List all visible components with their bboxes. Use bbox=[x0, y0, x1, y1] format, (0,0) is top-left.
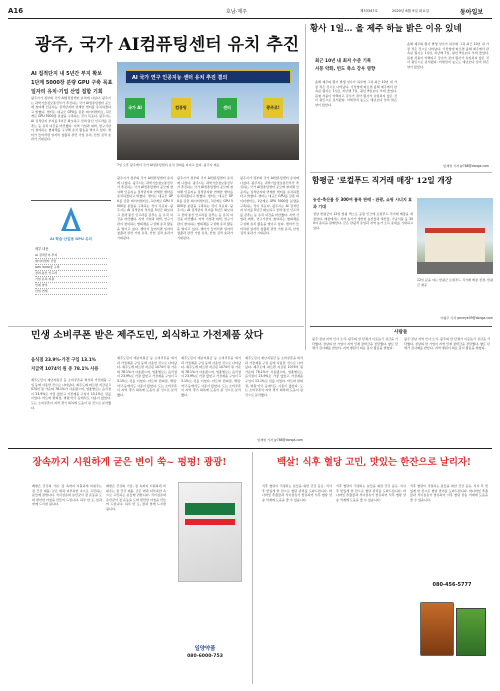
chart-row: 데이터센터 건립 bbox=[35, 259, 107, 265]
section-divider bbox=[8, 326, 304, 327]
left-ad-phone: 080-6000-753 bbox=[187, 654, 223, 659]
right-ad-phone: 080-456-5777 bbox=[432, 582, 472, 588]
eco-body-col3: 제주도민이 재난지원금 등 소비쿠폰을 외식과 가전제품 구입 등에 사용한 것으로 나타났다. 제주도에 따르면 지급된 1074억 원 가운데 78.1%가 사용됐으며, 업종별로는 음식점이 23.9%로 가장 많았고 가전제품 구입이 13.1%로 뒤를 이었다. 마트와 편의점, 병원·약국 등에서도 사용이 많았다. 도는 소비쿠폰이 지역 경기 회복에 도움이 된 것으로 분석했다. bbox=[181, 356, 241, 397]
photo-sign: 컴퓨팅 bbox=[171, 98, 191, 118]
chart-row: 인재 양성 bbox=[35, 283, 107, 289]
chart-title: AI 학습·산업용 GPU 유치 bbox=[49, 237, 93, 241]
chart-row: 전력·통신 인프라 bbox=[35, 271, 107, 277]
photo-sign: 광주로! bbox=[263, 98, 283, 118]
chart-row: AI 집적단지 부지 bbox=[35, 253, 107, 259]
left-ad-brand: 일양약품 bbox=[194, 646, 216, 652]
rt-byline: 임재영 기자 jy788@donga.com bbox=[443, 164, 489, 168]
right-ad-title: 백살! 식후 혈당 고민, 맛있는 한잔으로 날리자! bbox=[276, 457, 472, 468]
issue-info: 제33347호 bbox=[360, 9, 378, 13]
product-stripe bbox=[185, 519, 235, 525]
photo-banner bbox=[125, 70, 291, 84]
page-number: A16 bbox=[8, 7, 24, 15]
eco-deck bbox=[31, 356, 111, 374]
lead-body-col2: 광주시가 정부의 국가 AI컴퓨팅센터 유치에 나섰다. 광주시는 과학기술정보통신부가 추진하는 국가 AI컴퓨팅센터 공모에 참여해 인공지능 집적단지와 연계한 센터를 유치하겠다고 밝혔다. 센터는 대규모 GPU를 갖춘 데이터센터로, 1단계로 GPU 5000장 분량을 구축하는 것이 목표다. 광주시는 AI 집적단지 부지를 5년간 확보하고 전력·통신 인프라를 갖추는 등 유치 여건을 마련했다. 지역 기업과 대학, 연구기관이 참여하는 협의체를 구성해 유치 활동을 벌이고 있다. 센터가 들어서면 일자리 창출과 관련 기업 유치, 산업 집적 효과가 기대된다. bbox=[117, 176, 173, 240]
left-ad-body-col1: 쾌변은 건강의 기본. 장 속까지 시원하게 비워주는 장 건강 제품. 굳은 변과 더부룩한 속으로 고민하는 분들께 권합니다. 식이섬유와 유산균이 장 운동을 도와 편안한 아침을 만들어 드립니다. 하루 한 포, 물과 함께 드시면 됩니다. bbox=[32, 484, 102, 507]
people-box bbox=[310, 326, 492, 394]
product-stripe bbox=[185, 503, 235, 515]
lead-body-col4: 광주시가 정부의 국가 AI컴퓨팅센터 유치에 나섰다. 광주시는 과학기술정보통신부가 추진하는 국가 AI컴퓨팅센터 공모에 참여해 인공지능 집적단지와 연계한 센터를 유치하겠다고 밝혔다. 센터는 대규모 GPU를 갖춘 데이터센터로, 1단계로 GPU 5000장 분량을 구축하는 것이 목표다. 광주시는 AI 집적단지 부지를 5년간 확보하고 전력·통신 인프라를 갖추는 등 유치 여건을 마련했다. 지역 기업과 대학, 연구기관이 참여하는 협의체를 구성해 유치 활동을 벌이고 있다. 센터가 들어서면 일자리 창출과 관련 기업 유치, 산업 집적 효과가 기대된다. bbox=[240, 176, 299, 236]
product-box-image bbox=[178, 482, 242, 582]
deck-line: 일자리 유치·기업 산업 집합 기회 bbox=[31, 89, 103, 95]
right-ad bbox=[254, 452, 494, 684]
left-ad-title: 장속까지 시원하게 굳은 변이 쑥~ 펑펑! 광광! bbox=[32, 457, 227, 468]
chart-rows bbox=[31, 253, 111, 295]
chart-legend: 세부 내용 bbox=[35, 247, 49, 251]
deck-line: 서풍 약화, 빈도 축소 강우 영향 bbox=[315, 67, 376, 72]
ad-split bbox=[252, 452, 253, 684]
rt-body-col2: 올해 제주의 황사 발생 일수가 하루에 그쳐 최근 10년 내 가장 적은 것으로 나타났다. 기상청에 따르면 올해 제주에서 관측된 황사는 1일로 지난해 7일, 평년 9일보다 크게 줄었다. 봄철 서풍이 약해지고 강수가 잦아 황사가 유입되지 않은 것이 원인으로 분석됐다. 미세먼지 농도도 예년보다 낮아 맑은 날이 많았다. bbox=[407, 42, 489, 69]
eco-byline: 임재영 기자 jy788@donga.com bbox=[257, 438, 303, 442]
deck-line: 음식점 23.9%·가전 구입 13.1% bbox=[31, 358, 96, 363]
drink-glass-image bbox=[420, 602, 454, 656]
people-body-col1: 광주·전남 지역 인사 소식. 광주의 한 단체가 이웃돕기 성금을 기탁했다. 전남의 한 기업이 지역 인재 장학금을 전달했다. 향토 단체가 감사패를 받았다. 지역 병원이 의료 봉사 활동을 펼쳤다. bbox=[312, 337, 398, 351]
lead-body-col1: 광주시가 정부의 국가 AI컴퓨팅센터 유치에 나섰다. 광주시는 과학기술정보통신부가 추진하는 국가 AI컴퓨팅센터 공모에 참여해 인공지능 집적단지와 연계한 센터를 유치하겠다고 밝혔다. 센터는 대규모 GPU를 갖춘 데이터센터로, 1단계로 GPU 5000장 분량을 구축하는 것이 목표다. 광주시는 AI 집적단지 부지를 5년간 확보하고 전력·통신 인프라를 갖추는 등 유치 여건을 마련했다. 지역 기업과 대학, 연구기관이 참여하는 협의체를 구성해 유치 활동을 벌이고 있다. 센터가 들어서면 일자리 창출과 관련 기업 유치, 산업 집적 효과가 기대된다. bbox=[31, 96, 111, 142]
deck-line: 1단계 5000장 분량 GPU 구축 목표 bbox=[31, 80, 113, 86]
left-ad bbox=[8, 452, 251, 684]
eco-body-col4: 제주도민이 재난지원금 등 소비쿠폰을 외식과 가전제품 구입 등에 사용한 것으로 나타났다. 제주도에 따르면 지급된 1074억 원 가운데 78.1%가 사용됐으며, 업종별로는 음식점이 23.9%로 가장 많았고 가전제품 구입이 13.1%로 뒤를 이었다. 마트와 편의점, 병원·약국 등에서도 사용이 많았다. 도는 소비쿠폰이 지역 경기 회복에 도움이 된 것으로 분석했다. bbox=[245, 356, 303, 397]
people-body-col2: 광주·전남 지역 인사 소식. 광주의 한 단체가 이웃돕기 성금을 기탁했다. 전남의 한 기업이 지역 인재 장학금을 전달했다. 향토 단체가 감사패를 받았다. 지역 병원이 의료 봉사 활동을 펼쳤다. bbox=[404, 337, 490, 351]
chart-row: GPU 5000장 구축 bbox=[35, 265, 107, 271]
rm-headline: 함평군 '로컬푸드 직거래 매장' 12일 개장 bbox=[312, 176, 453, 185]
issue-date: 2020년 6월 9일 화요일 bbox=[392, 9, 429, 13]
eco-body-col2: 제주도민이 재난지원금 등 소비쿠폰을 외식과 가전제품 구입 등에 사용한 것으로 나타났다. 제주도에 따르면 지급된 1074억 원 가운데 78.1%가 사용됐으며, 업종별로는 음식점이 23.9%로 가장 많았고 가전제품 구입이 13.1%로 뒤를 이었다. 마트와 편의점, 병원·약국 등에서도 사용이 많았다. 도는 소비쿠폰이 지역 경기 회복에 도움이 된 것으로 분석했다. bbox=[117, 356, 177, 397]
chart-row: 기업 유치·지원 bbox=[35, 277, 107, 283]
rt-deck bbox=[315, 58, 395, 74]
section-name: 호남·제주 bbox=[226, 9, 247, 15]
photo-sign: 국가 AI bbox=[125, 98, 145, 118]
right-ad-body-col1: 식후 혈당이 걱정되는 분들을 위한 건강 음료. 식사 후 맛있게 한 잔으로 혈당 관리를 도와드립니다. 바나바잎 추출물과 식이섬유가 함유되어 식후 혈당 상승 억제에 도움을 줄 수 있습니다. bbox=[262, 484, 332, 502]
rm-photo-caption: 12일 문을 여는 함평군 로컬푸드 직거래 매장 전경. 함평군 제공 bbox=[417, 278, 493, 287]
rt-headline: 황사 1일… 올 제주 하늘 밝은 이유 있네 bbox=[310, 24, 462, 34]
people-label: 사람들 bbox=[394, 330, 408, 335]
rm-photo bbox=[417, 198, 493, 274]
deck-line: AI 집적단지 내 5년간 부지 확보 bbox=[31, 71, 103, 77]
lead-headline: 광주, 국가 AI컴퓨팅센터 유치 추진 bbox=[35, 35, 300, 55]
lead-infographic bbox=[31, 200, 111, 320]
eco-body-col1: 제주도민이 재난지원금 등 소비쿠폰을 외식과 가전제품 구입 등에 사용한 것으로 나타났다. 제주도에 따르면 지급된 1074억 원 가운데 78.1%가 사용됐으며, 업종별로는 음식점이 23.9%로 가장 많았고 가전제품 구입이 13.1%로 뒤를 이었다. 마트와 편의점, 병원·약국 등에서도 사용이 많았다. 도는 소비쿠폰이 지역 경기 회복에 도움이 된 것으로 분석했다. bbox=[31, 378, 111, 410]
chart-row: 산업 연계 bbox=[35, 289, 107, 295]
deck-line: 지급액 1074억 원 중 78.1% 사용 bbox=[31, 367, 99, 372]
photo-caption: 7일 오후 광주에서 국가 AI컴퓨팅센터 유치 결의를 다지고 있다. 광주시 제공 bbox=[117, 163, 220, 167]
rm-byline: 이형주 기자 peneye09@donga.com bbox=[440, 316, 493, 320]
drink-pack-image bbox=[456, 608, 486, 656]
right-ad-body-col2: 식후 혈당이 걱정되는 분들을 위한 건강 음료. 식사 후 맛있게 한 잔으로 혈당 관리를 도와드립니다. 바나바잎 추출물과 식이섬유가 함유되어 식후 혈당 상승 억제에 도움을 줄 수 있습니다. bbox=[336, 484, 406, 502]
eco-headline: 민생 소비쿠폰 받은 제주도민, 외식하고 가전제품 샀다 bbox=[31, 330, 264, 341]
masthead bbox=[8, 6, 492, 18]
rt-body-col1: 올해 제주의 황사 발생 일수가 하루에 그쳐 최근 10년 내 가장 적은 것으로 나타났다. 기상청에 따르면 올해 제주에서 관측된 황사는 1일로 지난해 7일, 평년 9일보다 크게 줄었다. 봄철 서풍이 약해지고 강수가 잦아 황사가 유입되지 않은 것이 원인으로 분석됐다. 미세먼지 농도도 예년보다 낮아 맑은 날이 많았다. bbox=[315, 80, 397, 107]
lead-body-col3: 광주시가 정부의 국가 AI컴퓨팅센터 유치에 나섰다. 광주시는 과학기술정보통신부가 추진하는 국가 AI컴퓨팅센터 공모에 참여해 인공지능 집적단지와 연계한 센터를 유치하겠다고 밝혔다. 센터는 대규모 GPU를 갖춘 데이터센터로, 1단계로 GPU 5000장 분량을 구축하는 것이 목표다. 광주시는 AI 집적단지 부지를 5년간 확보하고 전력·통신 인프라를 갖추는 등 유치 여건을 마련했다. 지역 기업과 대학, 연구기관이 참여하는 협의체를 구성해 유치 활동을 벌이고 있다. 센터가 들어서면 일자리 창출과 관련 기업 유치, 산업 집적 효과가 기대된다. bbox=[177, 176, 233, 240]
photo-building bbox=[425, 228, 485, 262]
lead-photo bbox=[117, 62, 299, 160]
masthead-rule bbox=[8, 18, 492, 19]
photo-road bbox=[417, 262, 493, 274]
section-divider bbox=[310, 172, 492, 173]
photo-sign: 센터 bbox=[217, 98, 237, 118]
rm-body: 전남 함평군이 12일 함평 엑스포 공원 인근에 로컬푸드 직거래 매장을 개장한다. 매장에서는 지역 농가가 생산한 농산물과 축산물, 가공식품 등 300여 품목을 판매한다. 군은 관광객 유입과 지역 농가 소득 증대를 기대하고 있다. bbox=[313, 212, 413, 230]
deck-line: 최근 10년 내 최저 수준 기록 bbox=[315, 59, 372, 64]
ai-logo-icon bbox=[31, 201, 111, 235]
photo-crowd bbox=[117, 124, 299, 160]
column-divider bbox=[305, 24, 306, 350]
paper-name: 동아일보 bbox=[460, 9, 484, 16]
banner-text: AI 국가 연구 인공지능 센터 유치 추진 결의 bbox=[132, 75, 228, 81]
ad-divider bbox=[8, 448, 492, 449]
right-ad-body-col3: 식후 혈당이 걱정되는 분들을 위한 건강 음료. 식사 후 맛있게 한 잔으로 혈당 관리를 도와드립니다. 바나바잎 추출물과 식이섬유가 함유되어 식후 혈당 상승 억제에 도움을 줄 수 있습니다. bbox=[410, 484, 488, 502]
rm-deck: 농산·축산물 등 300여 품목 판매 - 관광, 쇼핑 시너지 효과 기대 bbox=[313, 197, 412, 209]
left-ad-body-col2: 쾌변은 건강의 기본. 장 속까지 시원하게 비워주는 장 건강 제품. 굳은 변과 더부룩한 속으로 고민하는 분들께 권합니다. 식이섬유와 유산균이 장 운동을 도와 편안한 아침을 만들어 드립니다. 하루 한 포, 물과 함께 드시면 됩니다. bbox=[106, 484, 166, 511]
lead-deck bbox=[31, 70, 111, 97]
